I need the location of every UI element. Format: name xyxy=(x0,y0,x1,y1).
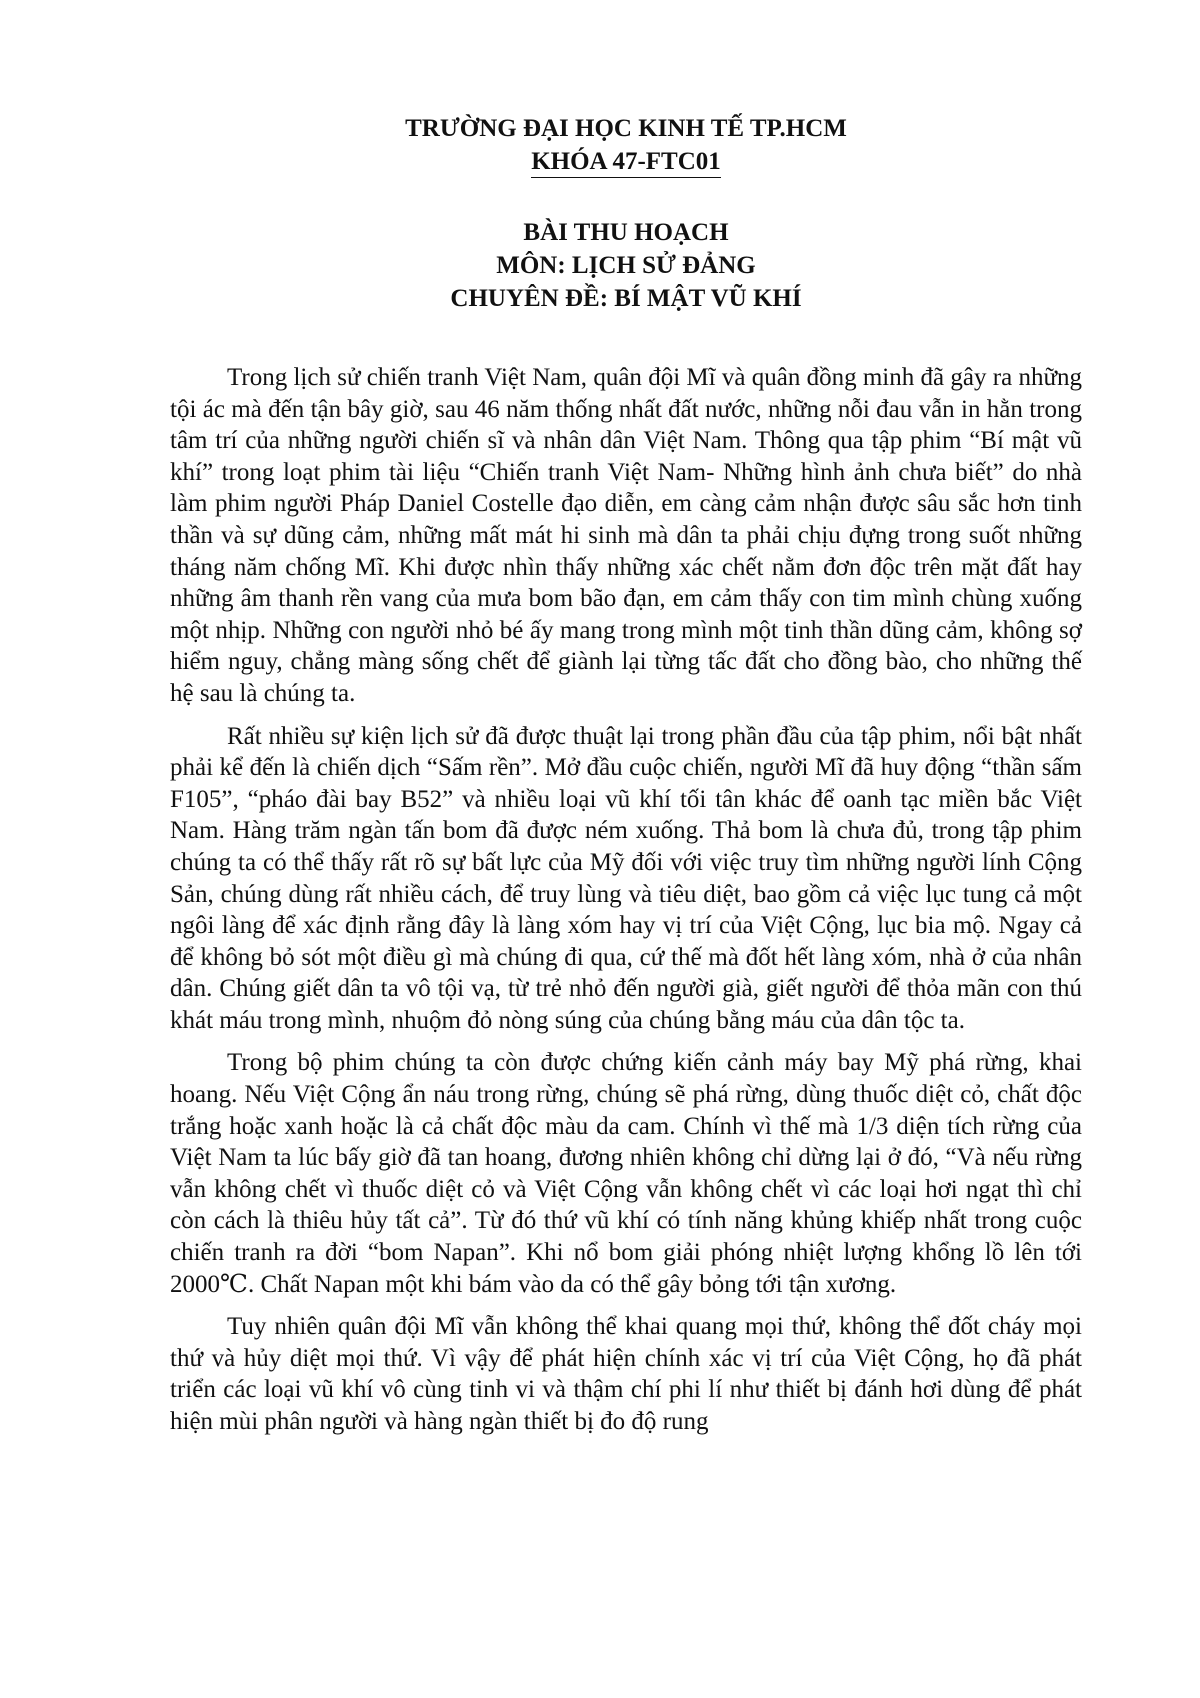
title-line-subject: MÔN: LỊCH SỬ ĐẢNG xyxy=(496,252,756,279)
paragraph: Tuy nhiên quân đội Mĩ vẫn không thể khai quang mọi thứ, không thể đốt cháy mọi thứ và hủy diệt mọi thứ. Vì vậy để phát hiện chính xác vị trí của Việt Cộng, họ đã phát triển các loại vũ khí vô cùng tinh vi và thậm chí phi lí như thiết bị đánh hơi dùng để phát hiện mùi phân người và hàng ngàn thiết bị đo độ rung xyxy=(170,1313,1082,1435)
paragraph: Trong lịch sử chiến tranh Việt Nam, quân đội Mĩ và quân đồng minh đã gây ra những tội ác mà đến tận bây giờ, sau 46 năm thống nhất đất nước, những nỗi đau vẫn in hằn trong tâm trí của những người chiến sĩ và nhân dân Việt Nam. Thông qua tập phim “Bí mật vũ khí” trong loạt phim tài liệu “Chiến tranh Việt Nam- Những hình ảnh chưa biết” do nhà làm phim người Pháp Daniel Costelle đạo diễn, em càng cảm nhận được sâu sắc hơn tinh thần và sự dũng cảm, những mất mát hi sinh mà dân ta phải chịu đựng trong suốt những tháng năm chống Mĩ. Khi được nhìn thấy những xác chết nằm đơn độc trên mặt đất hay những âm thanh rền vang của mưa bom bão đạn, em cảm thấy con tim mình chùng xuống một nhịp. Những con người nhỏ bé ấy mang trong mình một tinh thần dũng cảm, không sợ hiểm nguy, chẳng màng sống chết để giành lại từng tấc đất cho đồng bào, cho những thế hệ sau là chúng ta. xyxy=(170,364,1082,707)
paragraph: Rất nhiều sự kiện lịch sử đã được thuật lại trong phần đầu của tập phim, nổi bật nhất phải kể đến là chiến dịch “Sấm rền”. Mở đầu cuộc chiến, người Mĩ đã huy động “thần sấm F105”, “pháo đài bay B52” và nhiều loại vũ khí tối tân khác để oanh tạc miền bắc Việt Nam. Hàng trăm ngàn tấn bom đã được ném xuống. Thả bom là chưa đủ, trong tập phim chúng ta có thể thấy rất rõ sự bất lực của Mỹ đối với việc truy tìm những người lính Cộng Sản, chúng dùng rất nhiều cách, để truy lùng và tiêu diệt, bao gồm cả việc lục tung cả một ngôi làng để xác định rằng đây là làng xóm hay vị trí của Việt Cộng, lục bia mộ. Ngay cả để không bỏ sót một điều gì mà chúng đi qua, cứ thế mà đốt hết làng xóm, nhà ở của nhân dân. Chúng giết dân ta vô tội vạ, từ trẻ nhỏ đến người già, giết người để thỏa mãn con thú khát máu trong mình, nhuộm đỏ nòng súng của chúng bằng máu của dân tộc ta. xyxy=(170,722,1082,1034)
document-header xyxy=(170,112,1082,178)
school-name: TRƯỜNG ĐẠI HỌC KINH TẾ TP.HCM xyxy=(405,115,847,142)
paragraph: Trong bộ phim chúng ta còn được chứng kiến cảnh máy bay Mỹ phá rừng, khai hoang. Nếu Việt Cộng ẩn náu trong rừng, chúng sẽ phá rừng, dùng thuốc diệt cỏ, chất độc trắng hoặc xanh hoặc là cả chất độc màu da cam. Chính vì thế mà 1/3 diện tích rừng của Việt Nam ta lúc bấy giờ đã tan hoang, đương nhiên không chỉ dừng lại ở đó, “Và nếu rừng vẫn không chết vì thuốc diệt cỏ và Việt Cộng vẫn không chết vì các loại hơi ngạt thì chỉ còn cách là thiêu hủy tất cả”. Từ đó thứ vũ khí có tính năng khủng khiếp nhất trong cuộc chiến tranh ra đời “bom Napan”. Khi nổ bom giải phóng nhiệt lượng khổng lồ lên tới 2000℃. Chất Napan một khi bám vào da có thể gây bỏng tới tận xương. xyxy=(170,1049,1082,1298)
document-body xyxy=(170,362,1082,1438)
title-line-topic: CHUYÊN ĐỀ: BÍ MẬT VŨ KHÍ xyxy=(450,285,802,312)
course-name: KHÓA 47-FTC01 xyxy=(531,146,721,178)
title-line-report: BÀI THU HOẠCH xyxy=(523,219,729,246)
document-title xyxy=(170,216,1082,315)
